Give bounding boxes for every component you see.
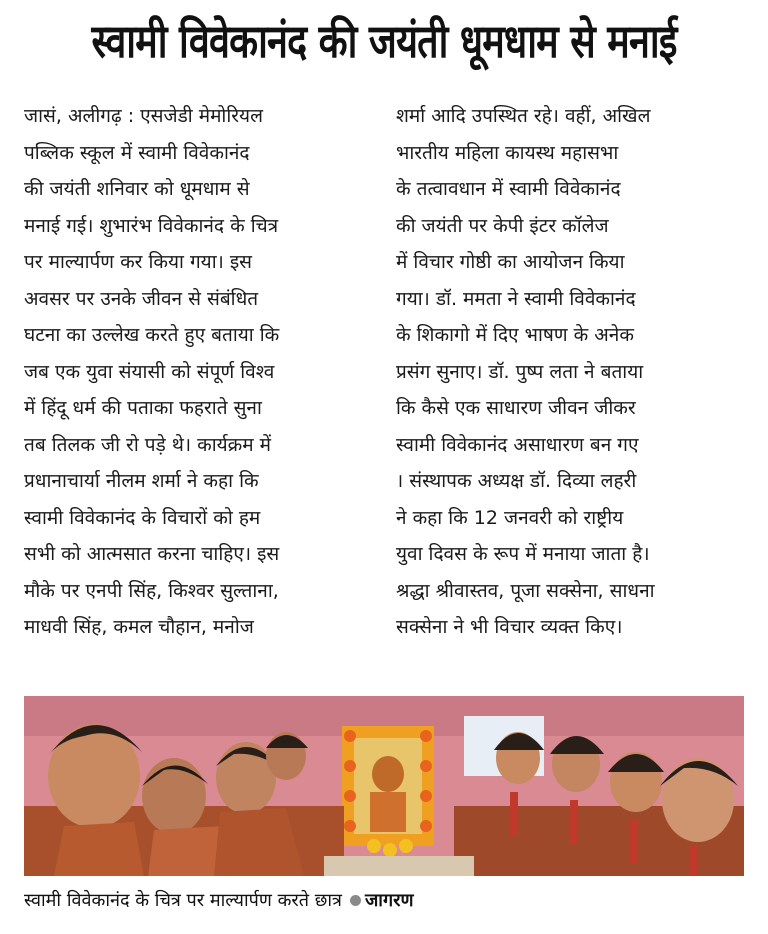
article-column-left: [24, 98, 364, 646]
caption-text: स्वामी विवेकानंद के चित्र पर माल्यार्पण करते छात्र: [24, 890, 342, 911]
article-line: तब तिलक जी रो पड़े थे। कार्यक्रम में: [24, 433, 272, 456]
article-line: गया। डॉ. ममता ने स्वामी विवेकानंद: [396, 287, 636, 310]
article-line: । संस्थापक अध्यक्ष डॉ. दिव्या लहरी: [396, 470, 637, 492]
article-line: माधवी सिंह, कमल चौहान, मनोज: [24, 616, 254, 638]
article-line: सभी को आत्मसात करना चाहिए। इस: [24, 543, 280, 565]
article-line: जब एक युवा संयासी को संपूर्ण विश्व: [24, 360, 275, 383]
portrait-frame: [342, 726, 434, 857]
photo-table: [324, 856, 474, 876]
article-column-right: [396, 98, 746, 646]
article-line: शर्मा आदि उपस्थित रहे। वहीं, अखिल: [396, 105, 651, 127]
article-line: की जयंती पर केपी इंटर कॉलेज: [396, 214, 609, 237]
article-line: श्रद्धा श्रीवास्तव, पूजा सक्सेना, साधना: [396, 579, 655, 602]
article-line: भारतीय महिला कायस्थ महासभा: [396, 141, 619, 164]
article-line: घटना का उल्लेख करते हुए बताया कि: [24, 324, 280, 346]
article-line: सक्सेना ने भी विचार व्यक्त किए।: [396, 616, 623, 638]
article-line: मौके पर एनपी सिंह, किश्वर सुल्ताना,: [24, 579, 279, 602]
article-line: में विचार गोष्ठी का आयोजन किया: [396, 251, 625, 273]
article-line: अवसर पर उनके जीवन से संबंधित: [24, 287, 259, 310]
bullet-icon: [350, 895, 361, 906]
article-line: के शिकागो में दिए भाषण के अनेक: [396, 324, 634, 346]
article-line: में हिंदू धर्म की पताका फहराते सुना: [24, 397, 262, 419]
article-line: ने कहा कि 12 जनवरी को राष्ट्रीय: [396, 506, 624, 529]
photo-caption: [24, 886, 744, 916]
article-line: प्रधानाचार्या नीलम शर्मा ने कहा कि: [24, 470, 259, 492]
article-line: की जयंती शनिवार को धूमधाम से: [24, 178, 250, 200]
headline: स्वामी विवेकानंद की जयंती धूमधाम से मनाई: [91, 14, 677, 68]
article-line: स्वामी विवेकानंद के विचारों को हम: [24, 506, 261, 529]
article-line: युवा दिवस के रूप में मनाया जाता है।: [396, 543, 650, 565]
article-line: पर माल्यार्पण कर किया गया। इस: [24, 251, 253, 273]
article-line: मनाई गई। शुभारंभ विवेकानंद के चित्र: [24, 214, 279, 237]
news-photo: [24, 696, 744, 876]
article-line: जासं, अलीगढ़ : एसजेडी मेमोरियल: [24, 105, 263, 127]
caption-credit: जागरण: [364, 890, 414, 911]
article-line: के तत्वावधान में स्वामी विवेकानंद: [396, 178, 621, 200]
article-line: प्रसंग सुनाए। डॉ. पुष्प लता ने बताया: [396, 360, 644, 383]
article-line: स्वामी विवेकानंद असाधारण बन गए: [396, 433, 639, 456]
article-line: कि कैसे एक साधारण जीवन जीकर: [396, 397, 636, 419]
article-line: पब्लिक स्कूल में स्वामी विवेकानंद: [24, 141, 250, 164]
